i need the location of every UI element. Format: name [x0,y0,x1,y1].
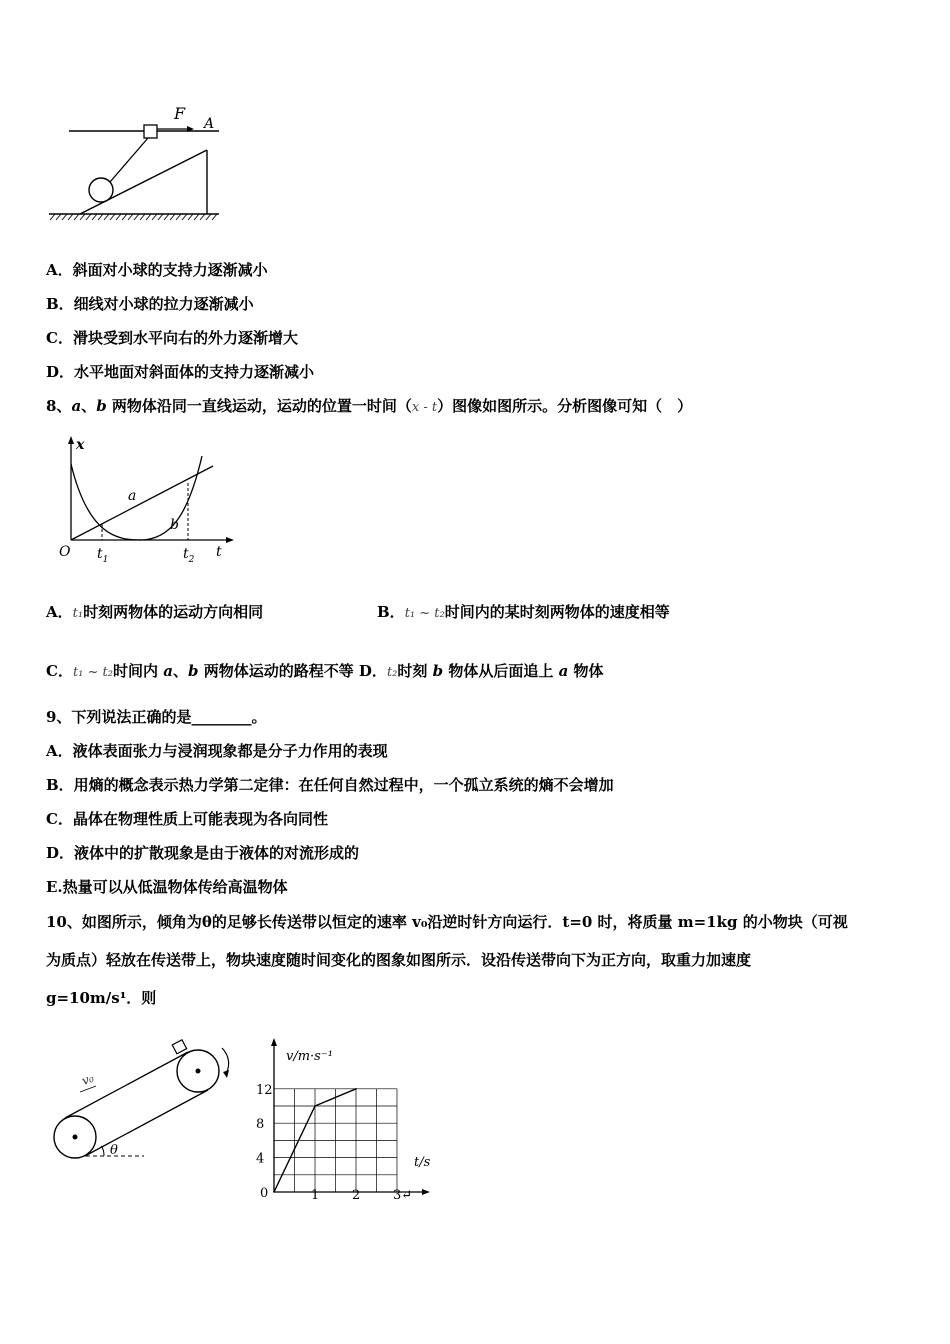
q7-option-b: B．细线对小球的拉力逐渐减小 [46,295,254,313]
q8-opt-c-symbol: t₁ ~ t₂ [72,665,113,680]
q8-opt-c-prefix: C． [46,662,73,680]
slider-block [144,125,157,138]
q8-opt-b-prefix: B． [377,603,405,621]
label-b: b [170,517,179,533]
chart-x-label: t/s [414,1155,431,1170]
q7-option-c: C．滑块受到水平向右的外力逐渐增大 [46,329,298,347]
rotation-arrowhead-icon [223,1070,229,1078]
q8-opt-c-sep: 、 [172,662,188,680]
v0-label: v₀ [79,1070,96,1088]
x-tick-label: 1 [311,1188,320,1203]
q7-option-d: D．水平地面对斜面体的支持力逐渐减小 [46,363,315,381]
y-axis-arrow-icon [68,436,74,444]
figure-incline-slider [44,100,244,230]
q8-option-c-d [46,661,604,683]
x-tick-label: 3↵ [393,1188,413,1203]
q8-opt-d-text3: 物体 [568,662,604,680]
pulley-top-axle [196,1069,201,1074]
q9-option-c: C．晶体在物理性质上可能表现为各向同性 [46,810,328,828]
v0-arrow [80,1086,96,1092]
t-axis-label: t [216,544,222,560]
string-line [110,138,148,182]
y-tick-label: 8 [256,1117,265,1133]
q8-sep: 、 [81,397,97,415]
figure-conveyor-belt [46,1034,246,1164]
force-label: F [174,104,186,123]
q8-b: b [96,397,107,415]
q8-opt-a-symbol: t₁ [72,606,84,621]
q10-line-1: 10、如图所示，倾角为θ的足够长传送带以恒定的速率 v₀沿逆时针方向运行．t=0 时，将质量 m=1kg 的小物块（可视 [46,913,848,931]
ground-hatch [50,214,217,220]
line-a [71,466,213,540]
x-tick-label: 2 [352,1188,361,1203]
axis-label-x: x [76,437,85,453]
chart-origin-label: 0 [260,1186,269,1201]
figure-xt-graph [58,436,238,566]
block-on-belt [172,1040,186,1054]
q8-opt-c-b: b [187,662,199,680]
q9-option-a: A．液体表面张力与浸润现象都是分子力作用的表现 [46,742,388,760]
q8-option-a [46,602,263,624]
q8-opt-c-text1: 时间内 [112,662,164,680]
q9-option-b: B．用熵的概念表示热力学第二定律：在任何自然过程中，一个孤立系统的熵不会增加 [46,776,614,794]
q8-opt-b-symbol: t₁ ~ t₂ [404,606,445,621]
q8-opt-a-prefix: A． [46,603,73,621]
q8-opt-d-a: a [558,662,569,680]
q8-mid: 两物体沿同一直线运动，运动的位置一时间（ [106,397,412,415]
q7-option-a: A．斜面对小球的支持力逐渐减小 [46,261,268,279]
q8-option-b [377,602,670,624]
q8-opt-b-text: 时间内的某时刻两物体的速度相等 [444,603,670,621]
t1-label: $t_1$ [97,546,109,565]
q8-opt-d-b: b [432,662,444,680]
q8-opt-d-text1: 时刻 [397,662,433,680]
chart-data-point [314,1105,316,1107]
q8-xt-symbol: x - t [411,400,438,415]
pulley-bottom-axle [73,1135,78,1140]
q9-stem: 9、下列说法正确的是________。 [46,708,267,726]
belt-lower [85,1090,208,1156]
chart-x-arrow-icon [422,1189,430,1195]
curve-b [71,456,202,540]
q10-line-3: g=10m/s¹．则 [46,989,157,1007]
figure-vt-chart [254,1036,454,1206]
q8-opt-d-symbol: t₂ [386,665,398,680]
q8-opt-d-text2: 物体从后面追上 [443,662,559,680]
q8-stem [46,396,692,418]
point-a-label: A [204,116,215,132]
y-tick-label: 4 [256,1151,265,1167]
chart-y-label: v/m·s⁻¹ [286,1049,333,1064]
label-a: a [128,488,137,504]
t2-label: $t_2$ [183,546,195,565]
chart-y-arrow-icon [271,1038,277,1046]
ball [89,178,113,202]
q8-number: 8、 [46,397,72,415]
y-tick-label: 12 [256,1082,273,1098]
q8-post: ）图像如图所示。分析图像可知（ ） [437,397,693,415]
q10-line-2: 为质点）轻放在传送带上，物块速度随时间变化的图象如图所示．设沿传送带向下为正方向，取重力加速度 [46,951,752,969]
q9-option-d: D．液体中的扩散现象是由于液体的对流形成的 [46,844,360,862]
q8-opt-c-a: a [163,662,173,680]
chart-data-point [355,1088,357,1090]
chart-grid [274,1089,397,1192]
q8-opt-a-text: 时刻两物体的运动方向相同 [83,603,264,621]
theta-label: θ [110,1143,118,1158]
chart-data-point [273,1191,275,1193]
q8-a: a [71,397,82,415]
q8-opt-c-text2: 两物体运动的路程不等 D． [198,662,387,680]
rotation-arrow-icon [222,1048,229,1074]
origin-label: O [59,544,71,560]
x-axis-arrow-icon [226,537,234,543]
q9-option-e: E.热量可以从低温物体传给高温物体 [46,878,288,896]
